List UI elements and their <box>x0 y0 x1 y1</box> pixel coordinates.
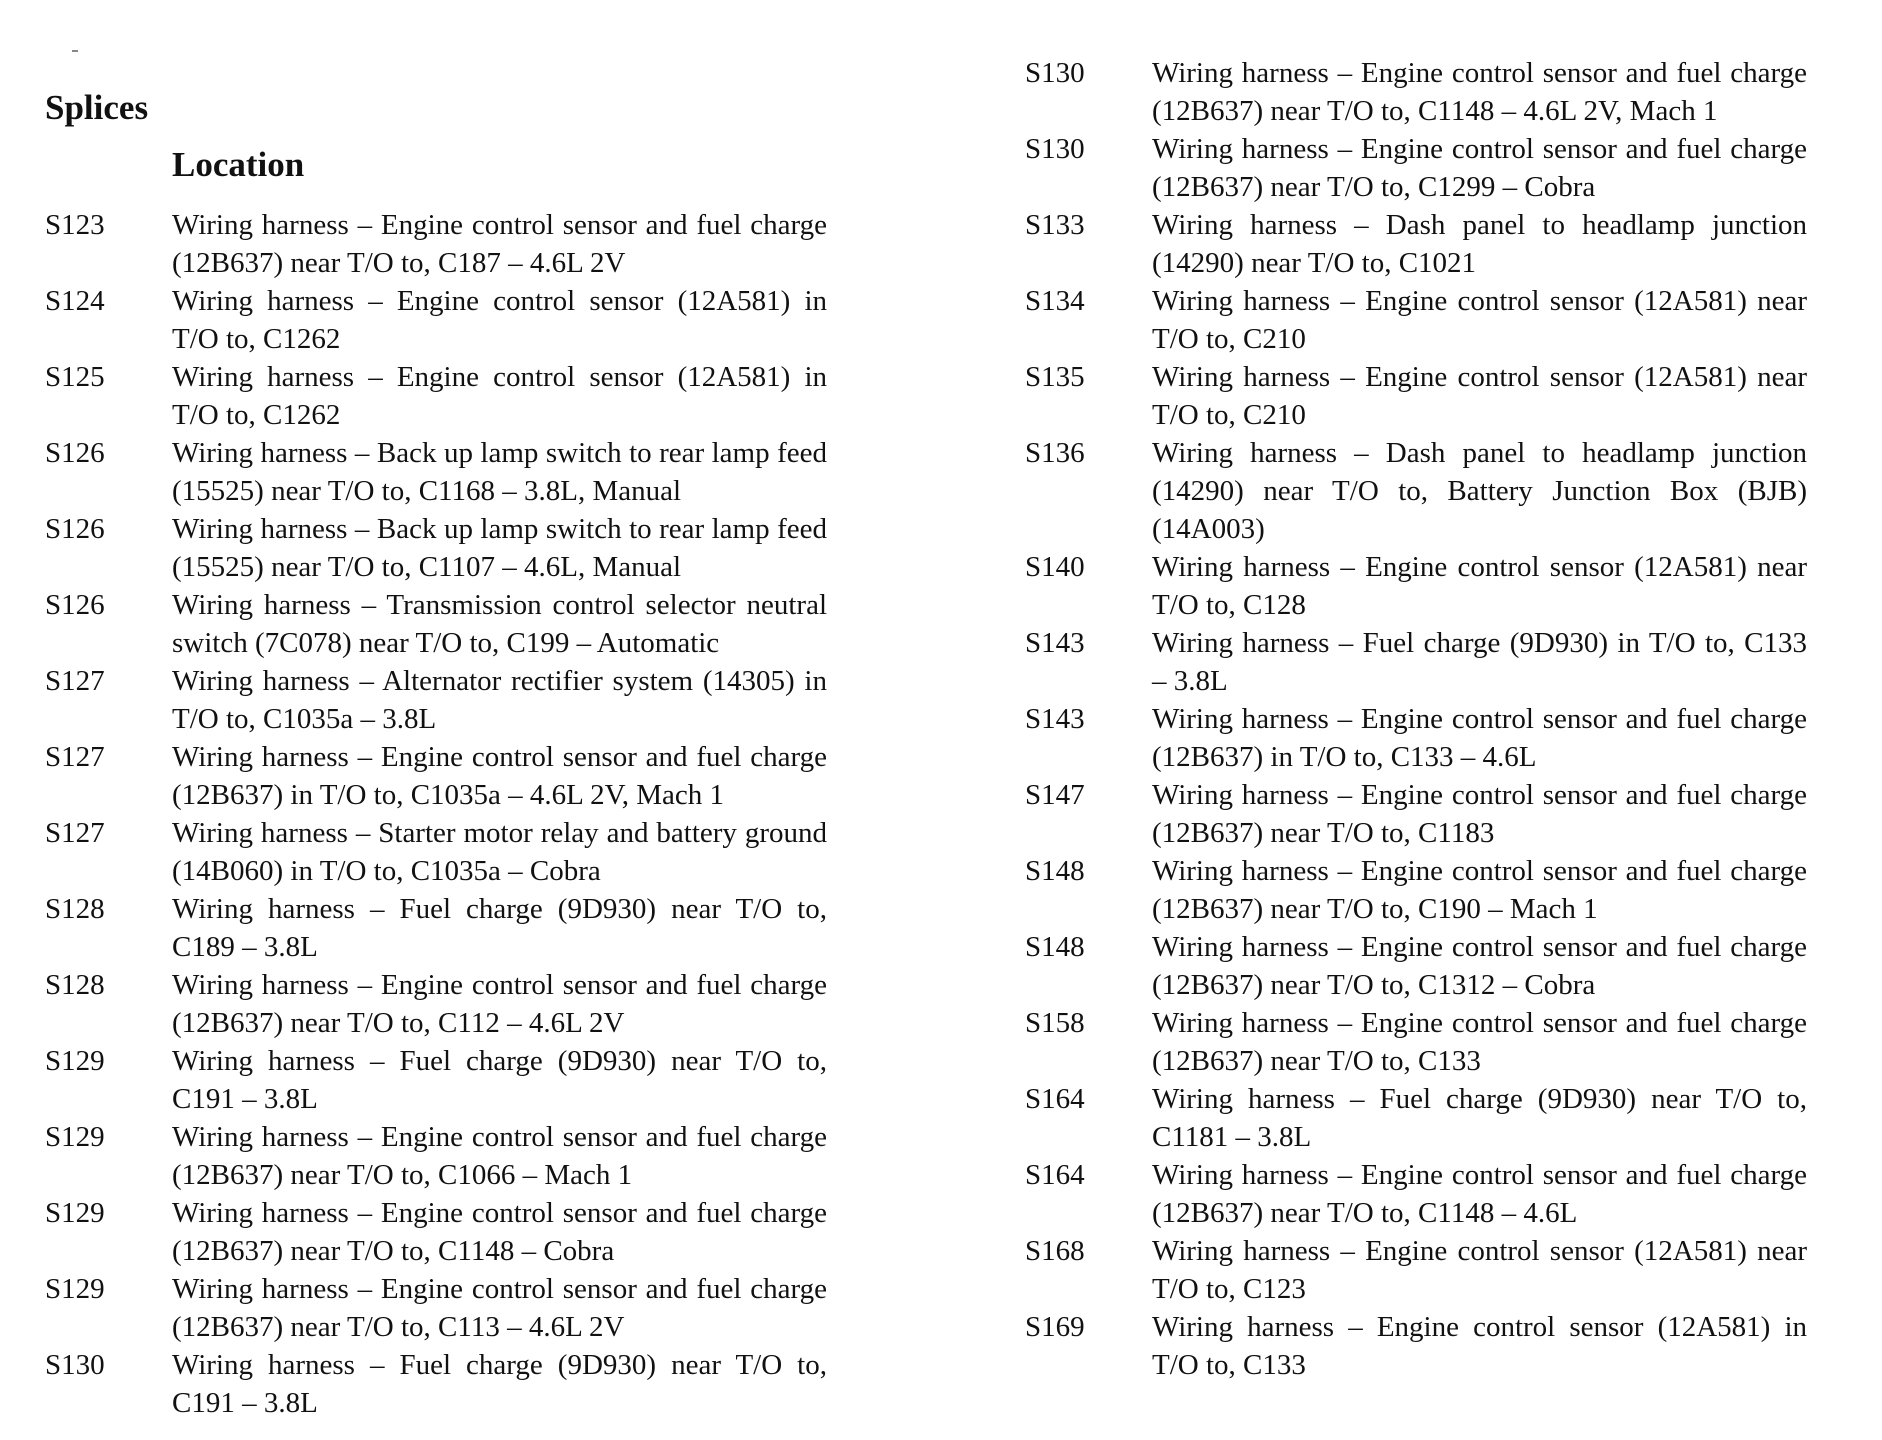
splice-entry <box>1025 776 1855 852</box>
splice-code: S130 <box>45 1349 105 1381</box>
splice-code: S130 <box>1025 57 1085 89</box>
splice-location: Wiring harness – Engine control sensor and fuel charge (12B637) near T/O to, C1066 – Mach 1 <box>172 1121 827 1191</box>
right-splice-list <box>1025 54 1855 1384</box>
splice-entry <box>1025 548 1855 624</box>
splice-code: S135 <box>1025 361 1085 393</box>
splice-location: Wiring harness – Engine control sensor (12A581) near T/O to, C128 <box>1152 551 1807 621</box>
splice-code: S129 <box>45 1197 105 1229</box>
splice-code: S133 <box>1025 209 1085 241</box>
splice-entry <box>1025 1004 1855 1080</box>
scan-mark <box>72 50 78 52</box>
splice-entry <box>1025 1156 1855 1232</box>
splice-code: S127 <box>45 741 105 773</box>
splice-code: S123 <box>45 209 105 241</box>
splice-code: S164 <box>1025 1159 1085 1191</box>
splice-entry <box>1025 1080 1855 1156</box>
splice-location: Wiring harness – Fuel charge (9D930) near T/O to, C191 – 3.8L <box>172 1045 827 1115</box>
splice-entry <box>45 206 875 282</box>
splice-code: S128 <box>45 969 105 1001</box>
splice-entry <box>1025 700 1855 776</box>
splice-entry <box>45 1270 875 1346</box>
splice-location: Wiring harness – Transmission control selector neutral switch (7C078) near T/O to, C199 – Automatic <box>172 589 827 659</box>
left-splice-list <box>45 206 875 1422</box>
splice-location: Wiring harness – Fuel charge (9D930) in T/O to, C133 – 3.8L <box>1152 627 1807 697</box>
splice-location: Wiring harness – Engine control sensor and fuel charge (12B637) near T/O to, C133 <box>1152 1007 1807 1077</box>
splice-code: S130 <box>1025 133 1085 165</box>
splice-location: Wiring harness – Engine control sensor and fuel charge (12B637) near T/O to, C1299 – Cobra <box>1152 133 1807 203</box>
splice-entry <box>45 510 875 586</box>
splice-code: S129 <box>45 1045 105 1077</box>
splice-location: Wiring harness – Engine control sensor (12A581) in T/O to, C1262 <box>172 285 827 355</box>
splice-code: S124 <box>45 285 105 317</box>
splice-code: S169 <box>1025 1311 1085 1343</box>
splice-entry <box>45 1118 875 1194</box>
splice-location: Wiring harness – Engine control sensor and fuel charge (12B637) near T/O to, C1148 – Cobra <box>172 1197 827 1267</box>
splice-code: S129 <box>45 1273 105 1305</box>
splice-location: Wiring harness – Engine control sensor (12A581) in T/O to, C1262 <box>172 361 827 431</box>
splice-location: Wiring harness – Engine control sensor and fuel charge (12B637) in T/O to, C1035a – 4.6L 2V, Mach 1 <box>172 741 827 811</box>
splice-location: Wiring harness – Fuel charge (9D930) near T/O to, C189 – 3.8L <box>172 893 827 963</box>
splice-entry <box>45 814 875 890</box>
splice-code: S129 <box>45 1121 105 1153</box>
splice-location: Wiring harness – Engine control sensor (12A581) in T/O to, C133 <box>1152 1311 1807 1381</box>
splice-entry <box>1025 54 1855 130</box>
splice-code: S126 <box>45 437 105 469</box>
splice-location: Wiring harness – Dash panel to headlamp junction (14290) near T/O to, Battery Junction Box (BJB) (14A003) <box>1152 437 1807 545</box>
splice-code: S148 <box>1025 931 1085 963</box>
splice-entry <box>45 282 875 358</box>
splice-entry <box>1025 1232 1855 1308</box>
splice-location: Wiring harness – Dash panel to headlamp junction (14290) near T/O to, C1021 <box>1152 209 1807 279</box>
splice-entry <box>45 1346 875 1422</box>
splice-location: Wiring harness – Engine control sensor and fuel charge (12B637) near T/O to, C187 – 4.6L 2V <box>172 209 827 279</box>
splice-code: S126 <box>45 589 105 621</box>
splice-entry <box>1025 1308 1855 1384</box>
splice-entry <box>45 358 875 434</box>
splice-location: Wiring harness – Engine control sensor (12A581) near T/O to, C210 <box>1152 285 1807 355</box>
splice-entry <box>1025 852 1855 928</box>
splice-entry <box>1025 282 1855 358</box>
section-heading: Splices <box>45 88 149 127</box>
splice-code: S143 <box>1025 703 1085 735</box>
splice-location: Wiring harness – Engine control sensor and fuel charge (12B637) near T/O to, C113 – 4.6L 2V <box>172 1273 827 1343</box>
splice-location: Wiring harness – Engine control sensor and fuel charge (12B637) near T/O to, C1183 <box>1152 779 1807 849</box>
splice-location: Wiring harness – Alternator rectifier system (14305) in T/O to, C1035a – 3.8L <box>172 665 827 735</box>
splice-code: S168 <box>1025 1235 1085 1267</box>
splice-location: Wiring harness – Back up lamp switch to rear lamp feed (15525) near T/O to, C1107 – 4.6L, Manual <box>172 513 827 583</box>
splice-code: S127 <box>45 665 105 697</box>
splice-entry <box>1025 434 1855 548</box>
splice-location: Wiring harness – Engine control sensor (12A581) near T/O to, C210 <box>1152 361 1807 431</box>
splice-code: S134 <box>1025 285 1085 317</box>
splice-code: S148 <box>1025 855 1085 887</box>
splice-code: S128 <box>45 893 105 925</box>
splice-location: Wiring harness – Fuel charge (9D930) near T/O to, C1181 – 3.8L <box>1152 1083 1807 1153</box>
splice-entry <box>45 890 875 966</box>
splice-entry <box>45 1194 875 1270</box>
splice-code: S125 <box>45 361 105 393</box>
splice-location: Wiring harness – Engine control sensor and fuel charge (12B637) near T/O to, C190 – Mach 1 <box>1152 855 1807 925</box>
splice-location: Wiring harness – Engine control sensor (12A581) near T/O to, C123 <box>1152 1235 1807 1305</box>
splice-location: Wiring harness – Engine control sensor and fuel charge (12B637) near T/O to, C1148 – 4.6L <box>1152 1159 1807 1229</box>
splice-entry <box>45 586 875 662</box>
splice-code: S127 <box>45 817 105 849</box>
splice-code: S147 <box>1025 779 1085 811</box>
splice-location: Wiring harness – Starter motor relay and battery ground (14B060) in T/O to, C1035a – Cobra <box>172 817 827 887</box>
splice-location: Wiring harness – Fuel charge (9D930) near T/O to, C191 – 3.8L <box>172 1349 827 1419</box>
splice-location: Wiring harness – Engine control sensor and fuel charge (12B637) near T/O to, C1148 – 4.6L 2V, Mach 1 <box>1152 57 1807 127</box>
splice-entry <box>45 434 875 510</box>
splice-entry <box>1025 624 1855 700</box>
splice-location: Wiring harness – Back up lamp switch to rear lamp feed (15525) near T/O to, C1168 – 3.8L, Manual <box>172 437 827 507</box>
splice-entry <box>45 1042 875 1118</box>
splice-code: S140 <box>1025 551 1085 583</box>
splice-entry <box>45 966 875 1042</box>
splice-code: S143 <box>1025 627 1085 659</box>
splice-code: S158 <box>1025 1007 1085 1039</box>
splice-location: Wiring harness – Engine control sensor and fuel charge (12B637) in T/O to, C133 – 4.6L <box>1152 703 1807 773</box>
location-column-heading: Location <box>172 145 305 184</box>
splice-code: S126 <box>45 513 105 545</box>
splice-location: Wiring harness – Engine control sensor and fuel charge (12B637) near T/O to, C112 – 4.6L 2V <box>172 969 827 1039</box>
splice-location: Wiring harness – Engine control sensor and fuel charge (12B637) near T/O to, C1312 – Cobra <box>1152 931 1807 1001</box>
splice-entry <box>1025 928 1855 1004</box>
splice-code: S136 <box>1025 437 1085 469</box>
splice-entry <box>1025 206 1855 282</box>
splice-entry <box>1025 358 1855 434</box>
splice-code: S164 <box>1025 1083 1085 1115</box>
splice-entry <box>1025 130 1855 206</box>
splice-entry <box>45 662 875 738</box>
splice-entry <box>45 738 875 814</box>
